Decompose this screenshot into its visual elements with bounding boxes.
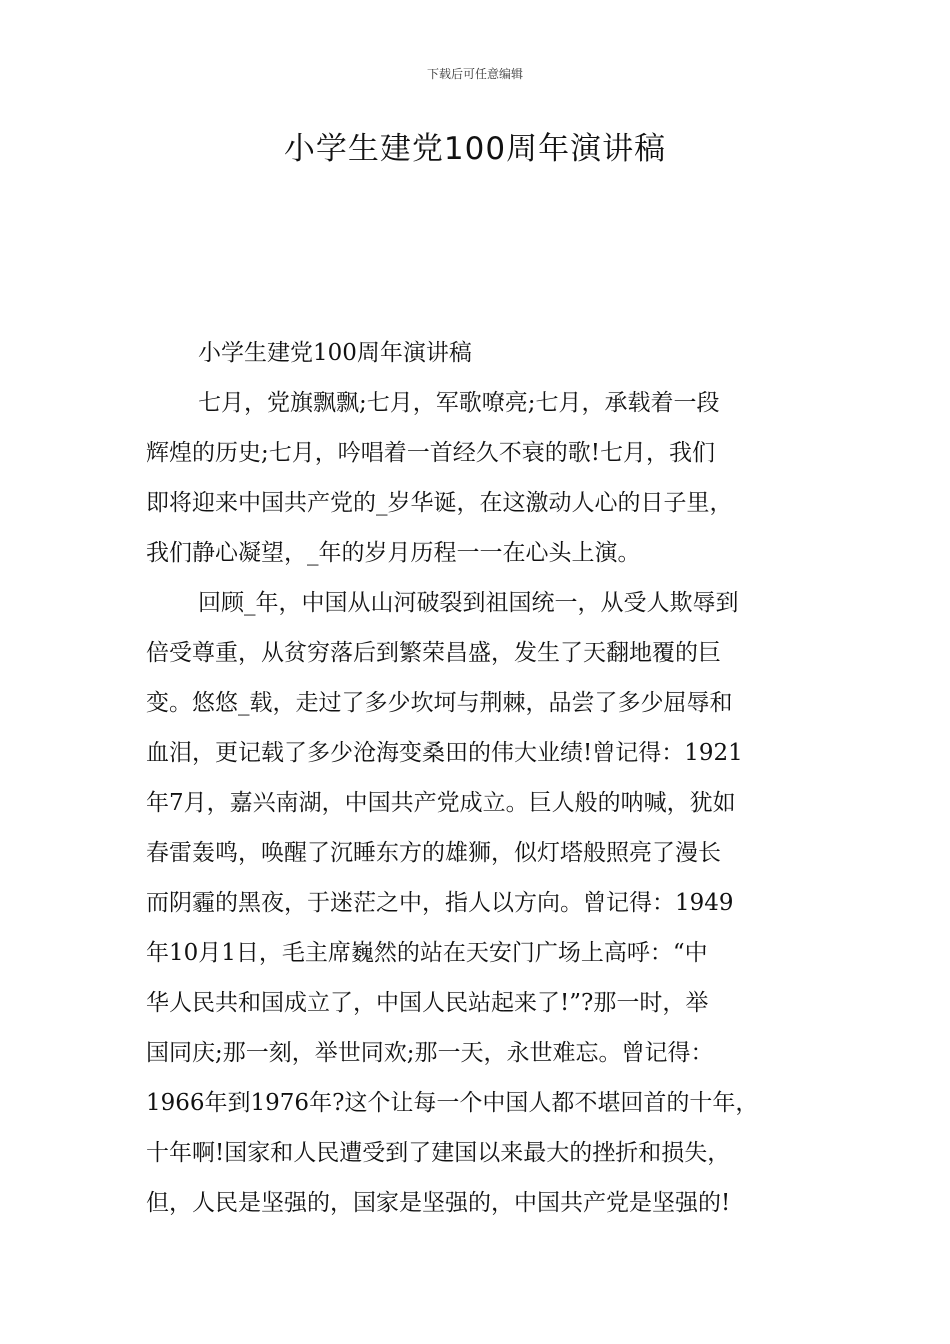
paragraph-2-line-5: 年7月，嘉兴南湖，中国共产党成立。巨人般的呐喊，犹如 — [146, 790, 736, 816]
paragraph-2-line-13: 但，人民是坚强的，国家是坚强的，中国共产党是坚强的! — [146, 1190, 731, 1216]
paragraph-2-line-11: 1966年到1976年?这个让每一个中国人都不堪回首的十年， — [146, 1090, 759, 1116]
page-header-note: 下载后可任意编辑 — [426, 67, 523, 81]
paragraph-1-line-4: 我们静心凝望，_年的岁月历程一一在心头上演。 — [146, 540, 641, 566]
paragraph-2-line-1: 回顾_年，中国从山河破裂到祖国统一，从受人欺辱到 — [198, 590, 739, 616]
paragraph-1-line-3: 即将迎来中国共产党的_岁华诞，在这激动人心的日子里， — [146, 490, 733, 516]
paragraph-2-line-7: 而阴霾的黑夜，于迷茫之中，指人以方向。曾记得：1949 — [146, 890, 734, 916]
paragraph-2-line-4: 血泪，更记载了多少沧海变桑田的伟大业绩!曾记得：1921 — [146, 740, 743, 766]
paragraph-1-line-2: 辉煌的历史;七月，吟唱着一首经久不衰的歌!七月，我们 — [146, 440, 715, 466]
paragraph-2-line-8: 年10月1日，毛主席巍然的站在天安门广场上高呼：“中 — [146, 940, 708, 966]
body-subtitle: 小学生建党100周年演讲稿 — [198, 340, 472, 366]
paragraph-2-line-2: 倍受尊重，从贫穷落后到繁荣昌盛，发生了天翻地覆的巨 — [146, 640, 721, 666]
paragraph-2-line-6: 春雷轰鸣，唤醒了沉睡东方的雄狮，似灯塔般照亮了漫长 — [146, 840, 721, 866]
document-body — [146, 328, 810, 1228]
paragraph-2-line-12: 十年啊!国家和人民遭受到了建国以来最大的挫折和损失， — [146, 1140, 731, 1166]
paragraph-2-line-9: 华人民共和国成立了，中国人民站起来了!”?那一时，举 — [146, 990, 709, 1016]
paragraph-1-line-1: 七月，党旗飘飘;七月，军歌嘹亮;七月，承载着一段 — [198, 390, 720, 416]
document-title: 小学生建党100周年演讲稿 — [283, 131, 667, 167]
paragraph-2-line-10: 国同庆;那一刻，举世同欢;那一天，永世难忘。曾记得： — [146, 1040, 714, 1066]
paragraph-2-line-3: 变。悠悠_载，走过了多少坎坷与荆棘，品尝了多少屈辱和 — [146, 690, 733, 716]
